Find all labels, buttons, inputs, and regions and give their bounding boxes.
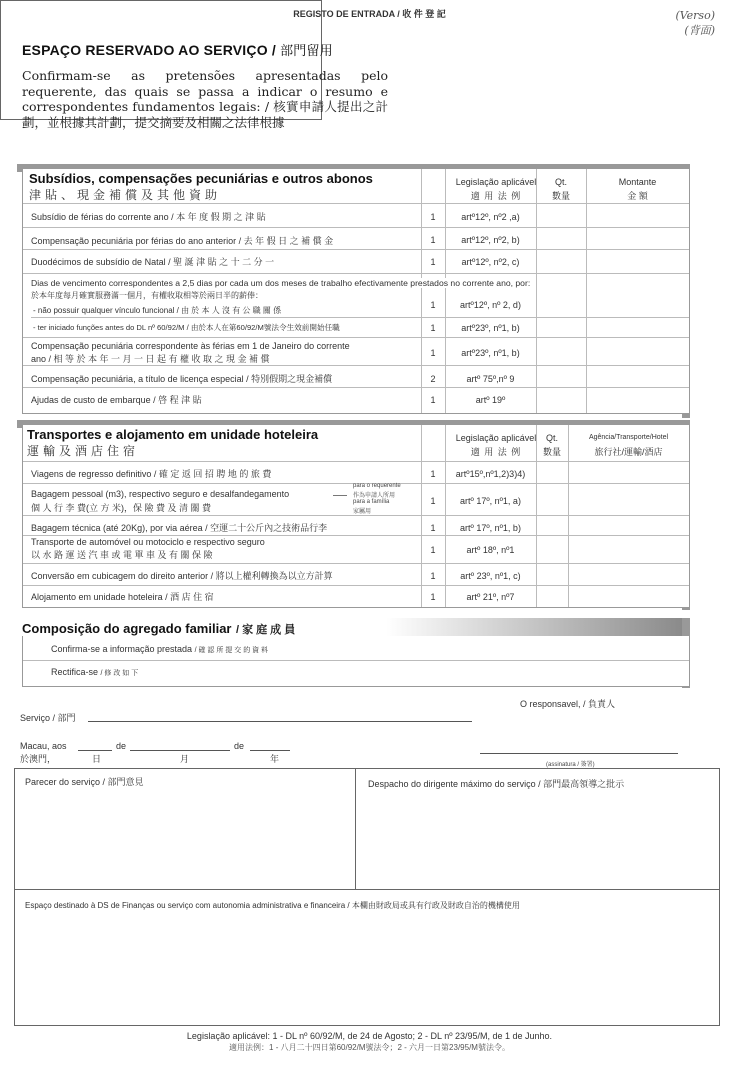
confirma-zh: / 確 認 所 提 交 的 資 料 [194,647,269,654]
row-qt: 1 [430,348,436,358]
row-label: Compensação pecuniária, a título de licença especial / 特別假期之現金補償 [31,374,333,384]
servico-label: Serviço / 部門 [20,713,76,723]
col-header-legislacao-zh: 適 用 法 例 [470,191,522,201]
registo-label: REGISTO DE ENTRADA / 收 件 登 記 [293,9,446,19]
agregado-section [22,636,690,687]
comp-janeiro-line-1: Compensação pecuniária correspondente às férias em 1 de Janeiro do corrente [31,341,350,351]
bottom-hline [15,889,719,890]
rectifica-label [51,667,138,678]
bottom-divider [355,769,356,889]
col-header-qt-zh: 數量 [551,191,570,201]
row-leg: artº 23º, nº1, c) [460,571,521,581]
agregado-title-zh: / 家 庭 成 員 [235,624,296,636]
row-qt: 1 [430,469,436,479]
dias-line-1: Dias de vencimento correspondentes a 2,5 dias por cada um dos meses de trabalho efectivamente prestados no corrente ano, por: [31,278,533,288]
row-leg: artº12º, nº2 ,a) [461,212,520,222]
signature-field[interactable] [480,753,678,754]
row-qt: 1 [430,323,436,333]
row-qt: 1 [430,496,436,506]
row-qt: 1 [430,257,436,267]
row-leg: artº12º, nº2, c) [461,257,520,267]
row-leg: artº 17º, nº1, a) [460,496,521,506]
col-header-montante-zh: 金 額 [627,191,648,201]
row-qt: 1 [430,395,436,405]
despacho-label: Despacho do dirigente máximo do serviço / 部門最高領導之批示 [368,779,625,789]
espaco-label: Espaço destinado à DS de Finanças ou serviço com autonomia administrativa e financeira / 本欄由財政局或具有行政及財政自治的機構使用 [25,901,520,910]
dias-line-2: 於本年度每月確實服務滿一個月，有權收取相等於兩日半的薪俸： [31,290,266,301]
macau-zh-label: 於澳門， [20,754,57,764]
row-leg: artº23º, nº1, b) [461,348,520,358]
subsidios-title-zh: 津貼、現金補償及其他資助 [29,188,222,202]
row-leg: artº15º,nº1,2)3)4) [455,469,526,479]
col-header-qt: Qt. [545,433,558,443]
row-label: Conversão em cubicagem do direito anterior / 將以上權利轉換為以立方計算 [31,571,333,581]
assinatura-label: (assinatura / 簽署) [546,762,595,768]
parecer-label: Parecer do serviço / 部門意見 [25,777,144,787]
row-label: Alojamento em unidade hoteleira / 酒 店 住 宿 [31,592,214,602]
transportes-section [22,424,690,608]
row-leg: artº 18º, nº1 [466,545,515,555]
agregado-title [22,620,295,638]
row-qt: 1 [430,592,436,602]
row-label: Ajudas de custo de embarque / 啓 程 津 貼 [31,395,202,405]
month-field[interactable] [130,750,230,751]
row-qt: 1 [430,212,436,222]
agregado-title-pt: Composição do agregado familiar [22,621,232,636]
macau-label: Macau, aos [20,741,67,751]
subsidios-section [22,168,690,414]
rectifica-pt: Rectifica-se [51,667,99,677]
col-divider [536,169,537,413]
col-header-legislacao: Legislação aplicável [455,433,537,443]
col-header-agencia-zh: 旅行社/運輸/酒店 [594,447,663,457]
dias-sub-label: - não possuir qualquer vínculo funcional / 由 於 本 人 沒 有 公 職 關 係 [33,306,282,315]
col-header-agencia: Agência/Transporte/Hotel [588,434,669,441]
row-qt: 1 [430,523,436,533]
bagagem-note: 家屬用 [353,509,372,515]
transportes-title-zh: 運輸及酒店住宿 [27,444,140,458]
automovel-line-1: Transporte de automóvel ou motociclo e respectivo seguro [31,537,265,547]
footer [0,1030,739,1054]
confirma-pt: Confirma-se a informação prestada [51,644,193,654]
row-qt: 2 [430,374,436,384]
row-label: Subsídio de férias do corrente ano / 本 年 度 假 期 之 津 貼 [31,212,266,222]
bagagem-note: para o requerente [353,483,401,489]
row-leg: artº 21º, nº7 [466,592,515,602]
col-header-qt-zh: 數量 [542,447,561,457]
footer-line-1: Legislação aplicável: 1 - DL nº 60/92/M, de 24 de Agosto; 2 - DL nº 23/95/M, de 1 de Junho. [186,1031,553,1041]
rectifica-zh: / 修 改 如 下 [100,670,139,677]
month-zh-label: 月 [180,754,190,764]
servico-field[interactable] [88,721,472,722]
dias-sub-label: - ter iniciado funções antes do DL nº 60/92/M / 由於本人在第60/92/M號法令生效前開始任職 [33,323,340,332]
bottom-box [14,768,720,1026]
automovel-line-2: 以 水 路 運 送 汽 車 或 電 單 車 及 有 關 保 險 [31,550,213,560]
year-field[interactable] [250,750,290,751]
bagagem-note: 作為申請人所用 [353,493,396,499]
bagagem-line-2: 個 人 行 李 費(立 方 米)，保 險 費 及 清 關 費 [31,503,212,513]
page-title [22,40,333,59]
row-label: Compensação pecuniária por férias do ano anterior / 去 年 假 日 之 補 償 金 [31,236,334,246]
page-title-zh: 部門留用 [280,43,333,58]
col-header-qt: Qt. [554,177,567,187]
transportes-title: Transportes e alojamento em unidade hoteleira [27,427,319,442]
row-label: Duodécimos de subsídio de Natal / 聖 誕 津 貼 之 十 二 分 一 [31,257,275,267]
subsidios-title: Subsídios, compensações pecuniárias e outros abonos [29,171,373,186]
de-label: de [234,741,245,751]
comp-janeiro-line-2: ano / 相 等 於 本 年 一 月 一 日 起 有 權 收 取 之 現 金 補 償 [31,354,270,364]
col-header-legislacao: Legislação aplicável [455,177,537,187]
responsavel-label: O responsavel, / 負責人 [520,699,616,709]
row-label: Bagagem técnica (até 20Kg), por via aérea / 空運二十公斤內之技術品行李 [31,523,328,533]
bagagem-line-1: Bagagem pessoal (m3), respectivo seguro e desalfandegamento [31,489,290,499]
col-header-legislacao-zh: 適 用 法 例 [470,447,522,457]
row-qt: 1 [430,235,436,245]
row-leg: artº12º, nº2, b) [461,235,520,245]
row-leg: artº 19º [475,395,506,405]
bagagem-bracket [333,495,347,496]
row-qt: 1 [430,545,436,555]
row-leg: artº12º, nº 2, d) [460,300,521,310]
col-divider [586,169,587,413]
row-qt: 1 [430,300,436,310]
col-header-montante: Montante [618,177,657,187]
footer-line-2: 適用法例：1 - 八月二十四日第60/92/M號法令；2 - 六月一日第23/95/M號法令。 [229,1043,510,1052]
year-zh-label: 年 [270,754,280,764]
verso-pt: (Verso) [675,9,715,22]
row-leg: artº 75º,nº 9 [466,374,515,384]
page-title-pt: ESPAÇO RESERVADO AO SERVIÇO / [22,42,276,58]
de-label: de [116,741,127,751]
confirma-label [51,644,268,655]
intro-paragraph: Confirmam-se as pretensões apresentadas pelo requerente, das quais se passa a indicar o resumo e correspondentes fundamentos legais: / 核實申請人提出之計劃，並根據其計劃，提交摘要及相關之法律根據 [22,68,388,130]
day-zh-label: 日 [92,754,102,764]
row-leg: artº 17º, nº1, b) [460,523,521,533]
row-leg: artº23º, nº1, b) [461,323,520,333]
day-field[interactable] [78,750,112,751]
row-label: Viagens de regresso definitivo / 確 定 返 回 招 聘 地 的 旅 費 [31,469,272,479]
bagagem-note: para a família [353,499,390,505]
verso-zh: (背面) [684,24,715,37]
row-qt: 1 [430,571,436,581]
